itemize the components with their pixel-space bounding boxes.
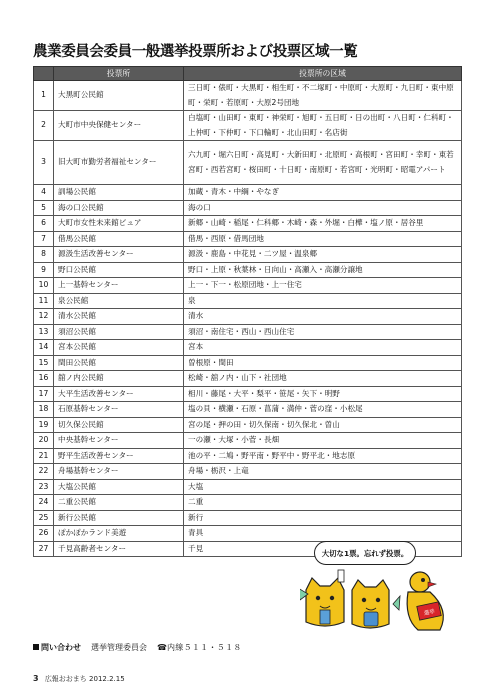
table-row — [34, 309, 462, 325]
row-area: 相川・藤尾・大平・梨平・笹尾・矢下・明野 — [184, 386, 462, 402]
row-area: 新郷・山崎・稲尾・仁科郷・木崎・森・外堀・白樺・塩ノ原・居谷里 — [184, 216, 462, 232]
row-number: 25 — [34, 510, 54, 526]
table-row — [34, 185, 462, 201]
row-number: 27 — [34, 541, 54, 557]
row-area: 二重 — [184, 495, 462, 511]
row-place: 舘ノ内公民館 — [54, 371, 184, 387]
row-number: 4 — [34, 185, 54, 201]
row-area: 清水 — [184, 309, 462, 325]
mascot-badge-text: 選挙 — [423, 608, 436, 618]
mascot-left — [300, 570, 344, 626]
row-area: 白塩町・山田町・東町・神栄町・旭町・五日町・日の出町・八日町・仁科町・上仲町・下仲町・下口輪町・北山田町・名店街 — [184, 111, 462, 141]
row-number: 23 — [34, 479, 54, 495]
row-place: 大町市女性未来館ビュア — [54, 216, 184, 232]
row-number: 26 — [34, 526, 54, 542]
row-number: 21 — [34, 448, 54, 464]
row-number: 16 — [34, 371, 54, 387]
mascot-middle — [352, 580, 400, 628]
row-place: 須沼公民館 — [54, 324, 184, 340]
table-row — [34, 278, 462, 294]
row-place: 宮本公民館 — [54, 340, 184, 356]
row-place: 海の口公民館 — [54, 200, 184, 216]
row-area: 松崎・舘ノ内・山下・社団地 — [184, 371, 462, 387]
row-number: 20 — [34, 433, 54, 449]
row-place: 大町市中央保健センター — [54, 111, 184, 141]
table-row — [34, 386, 462, 402]
row-area: 塩の貝・横瀬・石原・菖蒲・満仲・菅の窪・小松尾 — [184, 402, 462, 418]
row-place: 閏田公民館 — [54, 355, 184, 371]
row-area: 三日町・俵町・大黒町・相生町・不二塚町・中原町・大原町・九日町・東中原町・栄町・若原町・大原2号団地 — [184, 81, 462, 111]
table-header-row — [34, 67, 462, 81]
header-place: 投票所 — [54, 67, 184, 81]
table-row — [34, 81, 462, 111]
row-number: 10 — [34, 278, 54, 294]
table-row — [34, 510, 462, 526]
row-number: 12 — [34, 309, 54, 325]
row-number: 9 — [34, 262, 54, 278]
table-row — [34, 433, 462, 449]
row-area: 舟場・栃沢・上竜 — [184, 464, 462, 480]
table-row — [34, 526, 462, 542]
table-row — [34, 402, 462, 418]
page-footer — [33, 674, 125, 684]
row-area: 須沼・南住宅・西山・西山住宅 — [184, 324, 462, 340]
row-number: 13 — [34, 324, 54, 340]
row-place: 新行公民館 — [54, 510, 184, 526]
row-area: 海の口 — [184, 200, 462, 216]
row-area: 六九町・堀六日町・高見町・大新田町・北原町・高根町・宮田町・幸町・東若宮町・西若宮町・桜田町・十日町・南原町・若宮町・光明町・昭電アパート — [184, 141, 462, 185]
table-row — [34, 479, 462, 495]
mascot-illustration — [300, 560, 472, 640]
table-row — [34, 417, 462, 433]
polling-table — [33, 66, 462, 557]
row-place: 野平生活改善センター — [54, 448, 184, 464]
row-place: 千見高齢者センター — [54, 541, 184, 557]
contact-org: 選挙管理委員会 — [91, 642, 147, 652]
table-row — [34, 371, 462, 387]
row-place: ぽかぽかランド美遊 — [54, 526, 184, 542]
table-row — [34, 355, 462, 371]
header-area: 投票所の区域 — [184, 67, 462, 81]
table-row — [34, 141, 462, 185]
row-place: 訓場公民館 — [54, 185, 184, 201]
row-number: 17 — [34, 386, 54, 402]
row-number: 1 — [34, 81, 54, 111]
page-number: 3 — [33, 674, 39, 683]
table-row — [34, 216, 462, 232]
table-body — [34, 81, 462, 557]
row-area: 宮の尾・押の田・切久保南・切久保北・曽山 — [184, 417, 462, 433]
row-area: 千見 — [184, 541, 462, 557]
row-number: 24 — [34, 495, 54, 511]
row-place: 野口公民館 — [54, 262, 184, 278]
table-row — [34, 231, 462, 247]
row-number: 11 — [34, 293, 54, 309]
row-place: 大塩公民館 — [54, 479, 184, 495]
page-title: 農業委員会委員一般選挙投票所および投票区域一覧 — [33, 44, 358, 60]
row-area: 一の瀬・大塚・小菅・長畑 — [184, 433, 462, 449]
row-place: 大黒町公民館 — [54, 81, 184, 111]
row-place: 大平生活改善センター — [54, 386, 184, 402]
row-place: 清水公民館 — [54, 309, 184, 325]
row-number: 2 — [34, 111, 54, 141]
row-area: 泉 — [184, 293, 462, 309]
row-area: 借馬・西原・借馬団地 — [184, 231, 462, 247]
row-number: 3 — [34, 141, 54, 185]
table-row — [34, 200, 462, 216]
row-area: 加蔵・青木・中綱・やなぎ — [184, 185, 462, 201]
table-row — [34, 448, 462, 464]
table-row — [34, 111, 462, 141]
contact-label: 問い合わせ — [41, 642, 81, 652]
table-row — [34, 340, 462, 356]
row-number: 15 — [34, 355, 54, 371]
row-area: 宮本 — [184, 340, 462, 356]
row-number: 6 — [34, 216, 54, 232]
row-number: 5 — [34, 200, 54, 216]
row-area: 曽根原・閏田 — [184, 355, 462, 371]
row-number: 8 — [34, 247, 54, 263]
row-place: 泉公民館 — [54, 293, 184, 309]
table-row — [34, 262, 462, 278]
speech-bubble: 大切な1票。忘れず投票。 — [314, 541, 416, 565]
row-area: 野口・上原・秋葉林・日向山・高瀬入・高瀬分譲地 — [184, 262, 462, 278]
row-place: 旧大町市勤労者福祉センター — [54, 141, 184, 185]
bullet-square-icon — [33, 644, 39, 650]
row-area: 新行 — [184, 510, 462, 526]
row-place: 中央基幹センター — [54, 433, 184, 449]
row-number: 22 — [34, 464, 54, 480]
row-place: 石原基幹センター — [54, 402, 184, 418]
row-place: 二重公民館 — [54, 495, 184, 511]
row-place: 上一基幹センター — [54, 278, 184, 294]
table-row — [34, 324, 462, 340]
contact-line — [33, 640, 461, 654]
row-place: 切久保公民館 — [54, 417, 184, 433]
row-area: 源汲・鹿島・中花見・二ツ屋・温泉郷 — [184, 247, 462, 263]
phone-icon: ☎ — [157, 642, 167, 652]
row-place: 舟場基幹センター — [54, 464, 184, 480]
row-number: 7 — [34, 231, 54, 247]
row-area: 上一・下一・松原団地・上一住宅 — [184, 278, 462, 294]
table-row — [34, 247, 462, 263]
footer-text: 広報おおまち 2012.2.15 — [44, 675, 125, 683]
row-area: 大塩 — [184, 479, 462, 495]
table-row — [34, 293, 462, 309]
row-area: 青具 — [184, 526, 462, 542]
row-area: 池の平・二鳩・野平南・野平中・野平北・地志原 — [184, 448, 462, 464]
row-number: 19 — [34, 417, 54, 433]
table-row — [34, 495, 462, 511]
row-number: 18 — [34, 402, 54, 418]
mascot-right — [407, 572, 443, 630]
contact-phone: 内線５１１・５１８ — [166, 642, 242, 652]
row-place: 源汲生活改善センター — [54, 247, 184, 263]
row-place: 借馬公民館 — [54, 231, 184, 247]
header-blank — [34, 67, 54, 81]
row-number: 14 — [34, 340, 54, 356]
table-row — [34, 464, 462, 480]
